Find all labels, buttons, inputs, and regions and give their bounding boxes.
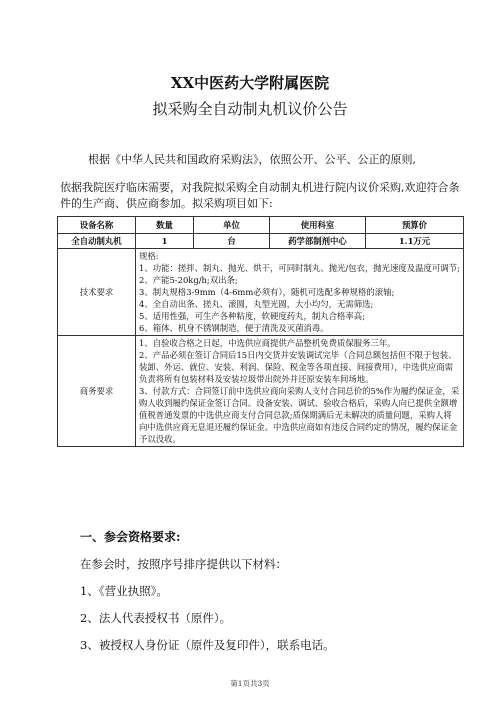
business-line: 1、自验收合格之日起，中选供应商提供产品整机免费质保服务三年。 (139, 338, 396, 348)
table-cell: 全自动制丸机 (58, 234, 136, 249)
table-header-row (58, 217, 464, 234)
section-heading: 一、参会资格要求: (80, 530, 181, 544)
header-cell: 预算价 (366, 217, 464, 234)
business-line: 2、产品必须在签订合同后15日内交货并安装调试完毕（合同总额包括但不限于包装、装卸、外运、就位、安装、利润、保险、税金等各项直接、间接费用），中选供应商需负责将所有包装材料及安装垃圾带出院外并还原安装车间场地。 (139, 350, 457, 384)
header-cell: 设备名称 (58, 217, 136, 234)
list-item: 1、《营业执照》。 (80, 584, 168, 598)
tech-line: 5、适用性强，可生产各种粘度，软硬度药丸，制丸合格率高; (139, 311, 365, 321)
tech-line: 2、产能5-20kg/h;双出条; (139, 275, 238, 285)
table-cell: 1.1万元 (366, 234, 464, 249)
tech-requirements-label: 技术要求 (58, 249, 136, 336)
list-item: 3、被授权人身份证（原件及复印件），联系电话。 (80, 638, 335, 652)
table-cell: 台 (194, 234, 270, 249)
procurement-table (57, 216, 464, 447)
tech-line: 4、全自动出条、搓丸、滚圆，丸型光圆，大小均匀，无需筛选; (139, 299, 374, 309)
table-row (58, 234, 464, 249)
tech-requirements-content (136, 249, 464, 336)
tech-line: 1、功能：搓拌、制丸、抛光、烘干，可同时制丸、抛光/包衣，抛光速度及温度可调节; (139, 263, 460, 273)
section-intro: 在参会时，按照序号排序提供以下材料： (80, 557, 287, 571)
notice-title: 拟采购全自动制丸机议价公告 (152, 100, 348, 118)
tech-line: 规格: (139, 251, 159, 261)
page-number: 第1页共3页 (230, 679, 270, 688)
business-requirements-content (136, 336, 464, 447)
table-cell: 1 (136, 234, 194, 249)
tech-line: 3、制丸规格3-9mm（4-6mm必须有），随机可选配多种规格的滚轴; (139, 287, 395, 297)
hospital-name: XX中医药大学附属医院 (170, 74, 330, 92)
header-cell: 数量 (136, 217, 194, 234)
tech-line: 6、箱体、机身不锈钢制造，便于清洗及灭菌消毒。 (139, 323, 329, 333)
business-requirements-row (58, 336, 464, 447)
intro-line-1: 根据《中华人民共和国政府采购法》，依照公开、公平、公正的原则, (88, 153, 416, 166)
tech-requirements-row (58, 249, 464, 336)
header-cell: 单位 (194, 217, 270, 234)
table-cell: 药学部制剂中心 (270, 234, 366, 249)
business-requirements-label: 商务要求 (58, 336, 136, 447)
business-line: 3、付款方式：合同签订前中选供应商向采购人支付合同总价的5%作为履约保证金，采购人收到履约保证金签订合同。设备安装、调试、验收合格后，采购人向已提供全额增值税普通发票的中选供应商支付合同总款;质保期满后无未解决的质量问题，采购人将向中选供应商无息退还履约保证金。中选供应商如有违反合同约定的情况，履约保证金予以没收。 (139, 386, 460, 444)
list-item: 2、法人代表授权书（原件）。 (80, 611, 232, 625)
intro-line-2: 依据我院医疗临床需要，对我院拟采购全自动制丸机进行院内议价采购,欢迎符合条件的生产商、供应商参加。拟采购项目如下: (60, 181, 460, 210)
header-cell: 使用科室 (270, 217, 366, 234)
